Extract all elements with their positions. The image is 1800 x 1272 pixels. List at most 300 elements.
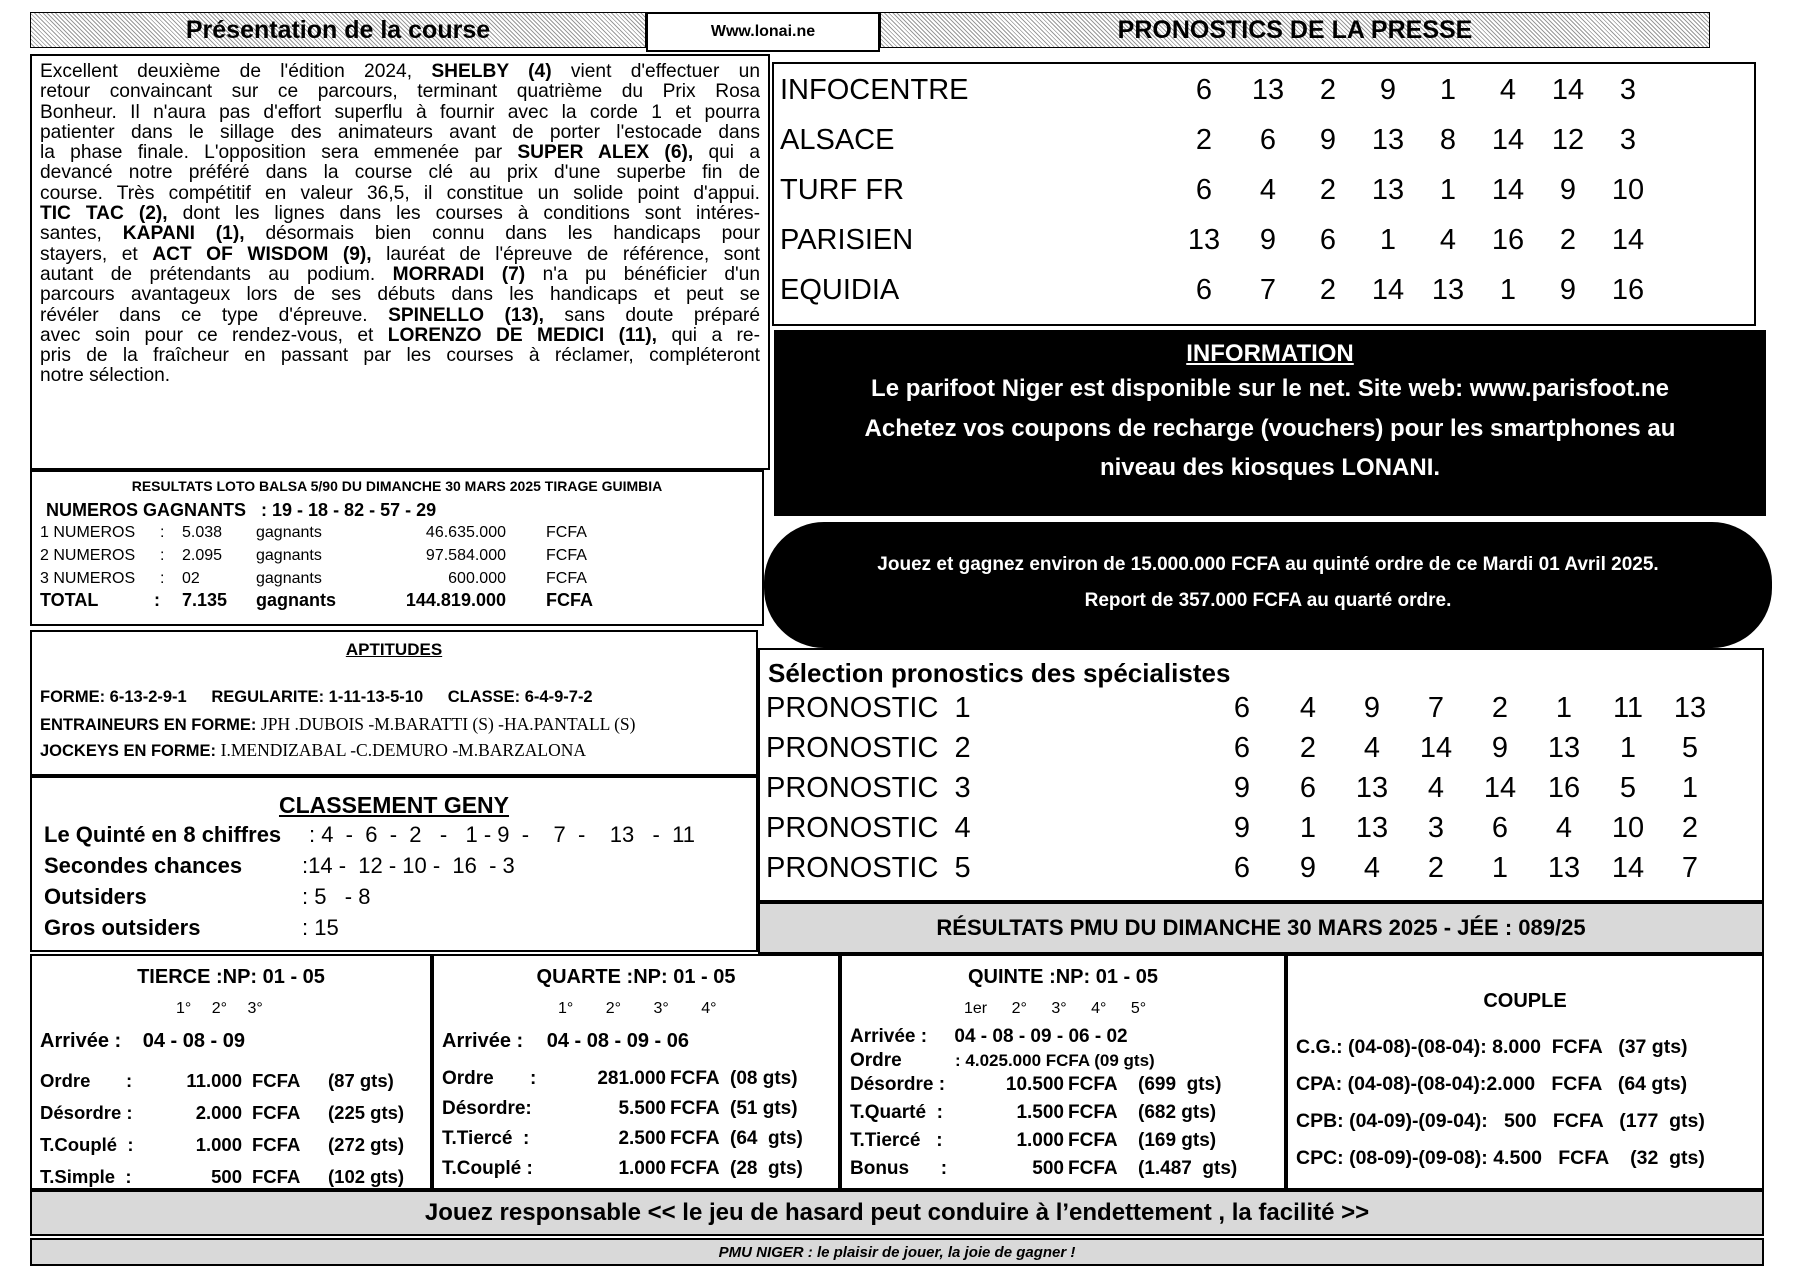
entraineurs-label: ENTRAINEURS EN FORME: [40, 716, 257, 734]
loto-row-amount: 600.000 [448, 570, 506, 587]
specialist-number: 9 [1233, 772, 1251, 804]
presentation-text-segment: retour convaincant sur ce parcours, terminant quatrième du Prix Rosa [40, 82, 760, 103]
tierce-row-currency: FCFA [252, 1070, 301, 1091]
horse-name: TIC TAC (2), [40, 204, 168, 225]
press-number: 14 [1491, 124, 1525, 156]
loto-row-label: 2 NUMEROS [40, 547, 136, 564]
specialist-number: 4 [1363, 852, 1381, 884]
jockeys-label: JOCKEYS EN FORME: [40, 742, 217, 760]
jackpot-line-1: Jouez et gagnez environ de 15.000.000 FCFA au quinté ordre de ce Mardi 01 Avril 2025. [877, 554, 1659, 575]
loto-row-amount: 144.819.000 [405, 590, 506, 610]
presentation-line [40, 285, 760, 305]
quinte-title: QUINTE :NP: 01 - 05 [967, 966, 1159, 988]
couple-row: CPA: (04-08)-(08-04):2.000 FCFA (64 gts) [1296, 1073, 1688, 1095]
presentation-line [40, 82, 760, 102]
couple-row: C.G.: (04-08)-(08-04): 8.000 FCFA (37 gts) [1296, 1036, 1688, 1058]
classe-label: CLASSE: [447, 688, 521, 706]
quinte-arrivee-value: 04 - 08 - 09 - 06 - 02 [954, 1026, 1128, 1047]
press-number: 4 [1499, 74, 1517, 106]
loto-row-gagnants: gagnants [256, 570, 322, 587]
tierce-row-label: Désordre : [40, 1102, 133, 1123]
information-line-1: Le parifoot Niger est disponible sur le net. Site web: www.parisfoot.ne [871, 375, 1669, 402]
presentation-text-segment: sans doute préparé [543, 305, 760, 326]
press-number: 1 [1439, 74, 1457, 106]
geny-label: Gros outsiders [44, 915, 201, 940]
specialist-number: 4 [1299, 692, 1317, 724]
press-number: 16 [1611, 274, 1645, 306]
aptitudes-title: APTITUDES [345, 640, 443, 659]
specialist-number: 13 [1547, 732, 1581, 764]
press-number: 6 [1195, 274, 1213, 306]
quarte-ordre-colon: : [530, 1068, 537, 1089]
press-row [774, 224, 1754, 268]
entraineurs-value: JPH .DUBOIS -M.BARATTI (S) -HA.PANTALL (S) [260, 714, 636, 734]
press-number: 6 [1319, 224, 1337, 256]
quinte-pos-3: 3° [1051, 1000, 1067, 1017]
loto-winning-label: NUMEROS GAGNANTS [46, 500, 247, 520]
loto-row-currency: FCFA [546, 570, 587, 587]
loto-winning-row [46, 500, 436, 521]
quinte-box [840, 954, 1286, 1190]
website-box[interactable] [646, 12, 880, 52]
quarte-row-currency: FCFA [670, 1098, 720, 1119]
loto-row-count: 5.038 [182, 524, 223, 541]
press-number: 7 [1259, 274, 1277, 306]
quinte-pos-1: 1er [964, 1000, 988, 1017]
presentation-text-segment: santes, [40, 224, 123, 245]
presentation-text-segment: qui a re- [657, 325, 760, 346]
quinte-row-winners: (169 gts) [1138, 1130, 1217, 1151]
quarte-arrivee-label: Arrivée : [442, 1030, 524, 1052]
loto-row-label: 1 NUMEROS [40, 524, 136, 541]
loto-row-gagnants: gagnants [256, 524, 322, 541]
press-number: 14 [1371, 274, 1405, 306]
press-number: 2 [1319, 74, 1337, 106]
presentation-text-segment: autant de prétendants au podium. [40, 264, 393, 285]
quinte-row-label: Désordre : [850, 1074, 946, 1095]
specialist-number: 9 [1491, 732, 1509, 764]
presentation-text-segment: qui a [693, 143, 760, 164]
quarte-row-label: T.Couplé : [442, 1158, 533, 1179]
specialists-title: Sélection pronostics des spécialistes [768, 658, 1231, 688]
jackpot-line-2: Report de 357.000 FCFA au quarté ordre. [1084, 590, 1452, 611]
horse-name: MORRADI (7) [392, 264, 526, 285]
quinte-row-amount: 10.500 [1005, 1074, 1064, 1095]
quarte-pos-2: 2° [605, 1000, 622, 1017]
specialist-name: PRONOSTIC 3 [766, 772, 971, 804]
aptitudes-row-3 [40, 740, 586, 761]
loto-row-gagnants: gagnants [256, 590, 337, 610]
press-number: 3 [1619, 124, 1637, 156]
quinte-row-currency: FCFA [1068, 1074, 1118, 1095]
specialist-row [760, 732, 1762, 772]
aptitudes-row-1 [40, 688, 593, 707]
specialist-number: 3 [1427, 812, 1445, 844]
quarte-row-amount: 281.000 [597, 1068, 666, 1089]
specialist-number: 1 [1619, 732, 1637, 764]
tierce-row-winners: (225 gts) [328, 1102, 405, 1123]
presentation-line [40, 184, 760, 204]
quinte-row-label: Bonus : [850, 1158, 948, 1179]
slogan-banner [30, 1238, 1764, 1266]
quinte-row-amount: 500 [1032, 1158, 1064, 1179]
presentation-text-segment: lauréat de l'épreuve de référence, sont [371, 244, 760, 265]
press-number: 2 [1559, 224, 1577, 256]
regularite-value: 1-11-13-5-10 [328, 688, 424, 706]
press-number: 13 [1371, 174, 1405, 206]
loto-row-currency: FCFA [546, 590, 593, 610]
press-number: 9 [1259, 224, 1277, 256]
horse-name: LORENZO DE MEDICI (11), [387, 325, 658, 346]
tierce-positions [176, 1000, 263, 1018]
loto-winning-numbers: : 19 - 18 - 82 - 57 - 29 [261, 500, 437, 520]
tierce-row-currency: FCFA [252, 1134, 301, 1155]
presentation-line [40, 204, 760, 224]
press-number: 1 [1379, 224, 1397, 256]
quinte-row-currency: FCFA [1068, 1130, 1118, 1151]
press-number: 6 [1259, 124, 1277, 156]
quinte-pos-4: 4° [1091, 1000, 1107, 1017]
presentation-text-segment: n'a pu bénéficier d'un [525, 264, 760, 285]
tierce-row-winners: (102 gts) [328, 1166, 405, 1187]
loto-row-count: 2.095 [182, 547, 223, 564]
loto-row-amount: 46.635.000 [425, 524, 506, 541]
quinte-row-label: T.Quarté : [850, 1102, 943, 1123]
horse-name: SPINELLO (13), [388, 305, 544, 326]
presentation-line [40, 123, 760, 143]
loto-row-count: 02 [182, 570, 200, 587]
press-source-name: ALSACE [780, 124, 895, 156]
specialist-row [760, 772, 1762, 812]
press-number: 10 [1611, 174, 1645, 206]
presentation-text [40, 62, 760, 387]
specialist-number: 2 [1427, 852, 1445, 884]
presentation-line [40, 366, 760, 386]
press-row [774, 124, 1754, 168]
specialist-row [760, 812, 1762, 852]
press-number: 2 [1319, 174, 1337, 206]
loto-colon: : [160, 547, 165, 564]
loto-row-gagnants: gagnants [256, 547, 322, 564]
specialist-number: 13 [1355, 772, 1389, 804]
couple-row: CPC: (08-09)-(09-08): 4.500 FCFA (32 gts) [1296, 1147, 1705, 1169]
press-number: 13 [1251, 74, 1285, 106]
presentation-text-segment: patienter dans le sillage des animateurs avant de porter l'estocade dans [40, 122, 760, 143]
couple-box [1286, 954, 1764, 1190]
loto-row-currency: FCFA [546, 547, 587, 564]
loto-colon: : [154, 590, 160, 610]
press-number: 2 [1319, 274, 1337, 306]
specialist-number: 9 [1363, 692, 1381, 724]
forme-label: FORME: [40, 688, 106, 706]
presentation-line [40, 143, 760, 163]
loto-colon: : [160, 570, 165, 587]
quinte-row-amount: 1.500 [1016, 1102, 1064, 1123]
specialist-number: 6 [1233, 692, 1251, 724]
specialist-number: 1 [1299, 812, 1317, 844]
tierce-arrivee-value: 04 - 08 - 09 [142, 1030, 246, 1052]
presentation-box [30, 54, 770, 470]
specialist-number: 4 [1555, 812, 1573, 844]
specialist-number: 13 [1547, 852, 1581, 884]
quarte-title: QUARTE :NP: 01 - 05 [536, 966, 736, 988]
press-number: 13 [1431, 274, 1465, 306]
quarte-box [432, 954, 840, 1190]
geny-box [30, 776, 758, 952]
presentation-text-segment: dont les lignes dans les courses à conditions sont intéres- [167, 204, 760, 225]
specialist-number: 13 [1673, 692, 1707, 724]
presentation-text-segment: la phase finale. L'opposition sera emmenée par [40, 143, 518, 164]
quarte-arrivee-value: 04 - 08 - 09 - 06 [546, 1030, 690, 1052]
press-row [774, 174, 1754, 218]
horse-name: ACT OF WISDOM (9), [152, 244, 372, 265]
presentation-line [40, 306, 760, 326]
press-number: 9 [1559, 274, 1577, 306]
loto-row-currency: FCFA [546, 524, 587, 541]
quinte-ordre [850, 1050, 1155, 1072]
quinte-pos-2: 2° [1011, 1000, 1027, 1017]
information-title: INFORMATION [1186, 340, 1354, 367]
press-header [880, 12, 1710, 48]
quinte-ordre-label: Ordre [850, 1050, 902, 1071]
press-row [774, 274, 1754, 318]
responsible-banner [30, 1190, 1764, 1236]
geny-value: : 15 [302, 915, 339, 940]
press-number: 6 [1195, 174, 1213, 206]
presentation-line [40, 163, 760, 183]
tierce-arrivee [40, 1030, 245, 1053]
press-number: 4 [1439, 224, 1457, 256]
quarte-row-currency: FCFA [670, 1128, 720, 1149]
tierce-box [30, 954, 432, 1190]
tierce-row-winners: (272 gts) [328, 1134, 405, 1155]
quarte-row-winners: (08 gts) [730, 1068, 798, 1089]
press-title: PRONOSTICS DE LA PRESSE [1117, 15, 1473, 44]
tierce-arrivee-label: Arrivée : [40, 1030, 122, 1052]
tierce-row-amount: 1.000 [195, 1134, 242, 1155]
geny-label: Outsiders [44, 884, 147, 909]
specialist-number: 16 [1547, 772, 1581, 804]
presentation-line [40, 346, 760, 366]
tierce-row-winners: (87 gts) [328, 1070, 394, 1091]
specialist-number: 14 [1419, 732, 1453, 764]
loto-row-amount: 97.584.000 [425, 547, 506, 564]
couple-row: CPB: (04-09)-(09-04): 500 FCFA (177 gts) [1296, 1110, 1705, 1132]
quinte-arrivee-label: Arrivée : [850, 1026, 928, 1047]
presentation-text-segment: devancé notre préféré dans la course clé au prix d'une superbe fin de [40, 163, 760, 184]
quinte-row-amount: 1.000 [1016, 1130, 1064, 1151]
tierce-title: TIERCE :NP: 01 - 05 [137, 966, 325, 988]
press-number: 3 [1619, 74, 1637, 106]
quarte-pos-4: 4° [701, 1000, 717, 1017]
presentation-line [40, 224, 760, 244]
tierce-row-label: T.Couplé : [40, 1134, 134, 1155]
quinte-row-currency: FCFA [1068, 1158, 1118, 1179]
quinte-ordre-value: : 4.025.000 FCFA (09 gts) [955, 1051, 1155, 1070]
responsible-text: Jouez responsable << le jeu de hasard peut conduire à l’endettement , la facilité >> [424, 1199, 1370, 1226]
tierce-ordre-colon: : [126, 1070, 133, 1091]
quarte-row-amount: 5.500 [618, 1098, 666, 1119]
quinte-row-currency: FCFA [1068, 1102, 1118, 1123]
quarte-row-label: Désordre: [442, 1098, 532, 1119]
specialist-number: 1 [1555, 692, 1573, 724]
press-number: 1 [1499, 274, 1517, 306]
specialists-box [758, 648, 1764, 902]
press-source-name: EQUIDIA [780, 274, 900, 306]
quinte-row-winners: (682 gts) [1138, 1102, 1217, 1123]
specialist-number: 5 [1619, 772, 1637, 804]
quarte-row-winners: (64 gts) [730, 1128, 803, 1149]
tierce-row-label: Ordre [40, 1070, 91, 1091]
tierce-pos-1: 1° [176, 1000, 192, 1017]
quinte-arrivee [850, 1026, 1128, 1048]
jockeys-value: I.MENDIZABAL -C.DEMURO -M.BARZALONA [220, 740, 586, 760]
specialist-number: 4 [1427, 772, 1445, 804]
classe-value: 6-4-9-7-2 [524, 688, 593, 706]
specialist-number: 10 [1611, 812, 1645, 844]
specialist-number: 2 [1491, 692, 1509, 724]
tierce-row-amount: 11.000 [186, 1070, 242, 1091]
slogan-text: PMU NIGER : le plaisir de jouer, la joie de gagner ! [718, 1243, 1076, 1261]
geny-label: Secondes chances [44, 853, 243, 878]
quarte-row-amount: 2.500 [618, 1128, 666, 1149]
quarte-row-amount: 1.000 [618, 1158, 666, 1179]
specialist-number: 9 [1233, 812, 1251, 844]
couple-title: COUPLE [1483, 990, 1567, 1012]
presentation-text-segment: désormais bien connu dans les handicaps pour [244, 224, 760, 245]
aptitudes-box [30, 630, 758, 776]
quinte-row-winners: (699 gts) [1138, 1074, 1222, 1095]
press-source-name: PARISIEN [780, 224, 914, 256]
press-number: 14 [1611, 224, 1645, 256]
loto-colon: : [160, 524, 165, 541]
quarte-arrivee [442, 1030, 689, 1053]
results-banner-text: RÉSULTATS PMU DU DIMANCHE 30 MARS 2025 - JÉE : 089/25 [936, 915, 1586, 940]
quarte-row-currency: FCFA [670, 1068, 720, 1089]
specialist-row [760, 692, 1762, 732]
tierce-pos-2: 2° [211, 1000, 228, 1017]
quarte-positions [558, 1000, 717, 1018]
tierce-row-label: T.Simple : [40, 1166, 132, 1187]
aptitudes-row-2 [40, 714, 635, 735]
press-number: 16 [1491, 224, 1525, 256]
specialist-name: PRONOSTIC 4 [766, 812, 971, 844]
information-box [774, 330, 1766, 516]
presentation-text-segment: avec soin pour ce rendez-vous, et [40, 325, 388, 346]
specialist-name: PRONOSTIC 2 [766, 732, 971, 764]
specialist-number: 7 [1681, 852, 1699, 884]
tierce-row-currency: FCFA [252, 1166, 301, 1187]
press-number: 4 [1259, 174, 1277, 206]
specialist-number: 9 [1299, 852, 1317, 884]
presentation-text-segment: notre sélection. [40, 366, 171, 387]
presentation-line [40, 245, 760, 265]
press-number: 1 [1439, 174, 1457, 206]
quarte-row-winners: (51 gts) [730, 1098, 798, 1119]
quinte-row-winners: (1.487 gts) [1138, 1158, 1238, 1179]
loto-results-box [30, 470, 764, 626]
press-source-name: TURF FR [780, 174, 905, 206]
tierce-pos-3: 3° [247, 1000, 263, 1017]
loto-row-label: 3 NUMEROS [40, 570, 136, 587]
presentation-text-segment: Excellent deuxième de l'édition 2024, [40, 62, 432, 82]
geny-value: :14 - 12 - 10 - 16 - 3 [302, 853, 515, 878]
specialist-number: 2 [1299, 732, 1317, 764]
presentation-text-segment: stayers, et [40, 244, 153, 265]
specialist-number: 1 [1491, 852, 1509, 884]
presentation-text-segment: vient d'effectuer un [551, 62, 760, 82]
press-number: 13 [1187, 224, 1221, 256]
horse-name: SUPER ALEX (6), [517, 143, 694, 164]
geny-label: Le Quinté en 8 chiffres [44, 822, 282, 847]
specialist-number: 7 [1427, 692, 1445, 724]
specialist-number: 11 [1612, 692, 1644, 724]
specialist-number: 6 [1233, 852, 1251, 884]
press-number: 2 [1195, 124, 1213, 156]
presentation-text-segment: parcours avantageux lors de ses débuts dans les handicaps et peut se [40, 285, 760, 306]
specialist-number: 6 [1233, 732, 1251, 764]
specialist-number: 6 [1299, 772, 1317, 804]
geny-value: : 4 - 6 - 2 - 1 - 9 - 7 - 13 - 11 [309, 822, 695, 847]
quinte-row-label: T.Tiercé : [850, 1130, 943, 1151]
specialist-number: 5 [1681, 732, 1699, 764]
quarte-row-winners: (28 gts) [730, 1158, 803, 1179]
quinte-positions [964, 1000, 1146, 1018]
press-number: 12 [1551, 124, 1585, 156]
presentation-text-segment: Bonheur. Il n'aura pas d'effort superflu à fournir avec la corde 1 et pourra [40, 102, 760, 123]
quinte-pos-5: 5° [1130, 1000, 1147, 1017]
loto-row-label: TOTAL [40, 590, 99, 610]
forme-value: 6-13-2-9-1 [109, 688, 187, 706]
press-row [774, 74, 1754, 118]
information-line-3: niveau des kiosques LONANI. [1099, 454, 1441, 481]
press-number: 9 [1379, 74, 1397, 106]
quarte-row-label: Ordre [442, 1068, 494, 1089]
specialist-number: 1 [1681, 772, 1699, 804]
loto-title: RESULTATS LOTO BALSA 5/90 DU DIMANCHE 30 MARS 2025 TIRAGE GUIMBIA [131, 478, 663, 494]
specialist-number: 14 [1611, 852, 1645, 884]
presentation-text-segment: révéler dans ce type d'épreuve. [40, 305, 389, 326]
jackpot-banner [764, 522, 1772, 648]
specialist-row [760, 852, 1762, 892]
press-number: 6 [1195, 74, 1213, 106]
quarte-pos-1: 1° [558, 1000, 574, 1017]
presentation-line [40, 265, 760, 285]
geny-title: CLASSEMENT GENY [278, 792, 510, 818]
specialist-number: 6 [1491, 812, 1509, 844]
tierce-row-amount: 2.000 [195, 1102, 242, 1123]
quarte-row-currency: FCFA [670, 1158, 720, 1179]
results-banner [758, 902, 1764, 954]
tierce-row-currency: FCFA [252, 1102, 301, 1123]
specialist-name: PRONOSTIC 1 [766, 692, 971, 724]
specialist-number: 14 [1483, 772, 1517, 804]
horse-name: KAPANI (1), [122, 224, 245, 245]
press-number: 14 [1551, 74, 1585, 106]
specialist-number: 2 [1681, 812, 1699, 844]
press-number: 9 [1559, 174, 1577, 206]
website-link[interactable]: Www.lonai.ne [710, 23, 816, 40]
specialist-number: 13 [1355, 812, 1389, 844]
presentation-line [40, 326, 760, 346]
quarte-pos-3: 3° [653, 1000, 669, 1017]
presentation-line [40, 62, 760, 82]
specialist-name: PRONOSTIC 5 [766, 852, 971, 884]
loto-row-count: 7.135 [182, 590, 228, 610]
press-number: 9 [1319, 124, 1337, 156]
press-table [772, 62, 1756, 326]
presentation-text-segment: pris de la fraîcheur en passant par les courses à réclamer, compléteront [40, 346, 760, 367]
